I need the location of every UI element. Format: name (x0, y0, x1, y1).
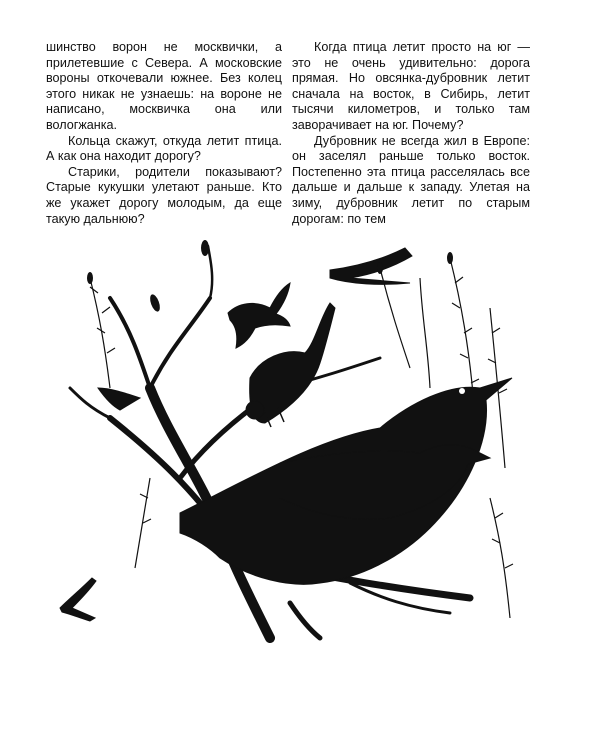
flying-sparrow (228, 283, 290, 348)
birds-on-branch-illustration (50, 238, 530, 648)
left-text-column (46, 40, 282, 227)
paragraph: Дубровник не всегда жил в Европе: он заселял раньше только восток. Постепенно эта птица расселялась все дальше и дальше к западу. Улетая на зиму, дубровник летит по старым дорогам: по тем (292, 133, 530, 226)
paragraph: Когда птица летит просто на юг — это не очень удивительно: дорога прямая. Но овсянка-дубровник летит сначала на восток, в Сибирь, летит тысячи километров, и только там заворачивает на юг. Почему? (292, 40, 530, 132)
paragraph: шинство ворон не москвички, а прилетевшие с Севера. А московские вороны откочевали южнее. Без колец этого никак не узнаешь: на вороне не написано, москвичка она или вологжанка. (46, 40, 282, 132)
paragraph: Старики, родители показывают? Старые кукушки улетают раньше. Кто же укажет дорогу молодым, да еще такую дальнюю? (46, 164, 282, 226)
right-text-column (292, 40, 530, 227)
paragraph: Кольца скажут, откуда летит птица. А как она находит дорогу? (46, 133, 282, 164)
swallow-left (98, 388, 140, 410)
swift-bird-bottom (60, 578, 96, 621)
swift-bird-top (330, 248, 412, 284)
